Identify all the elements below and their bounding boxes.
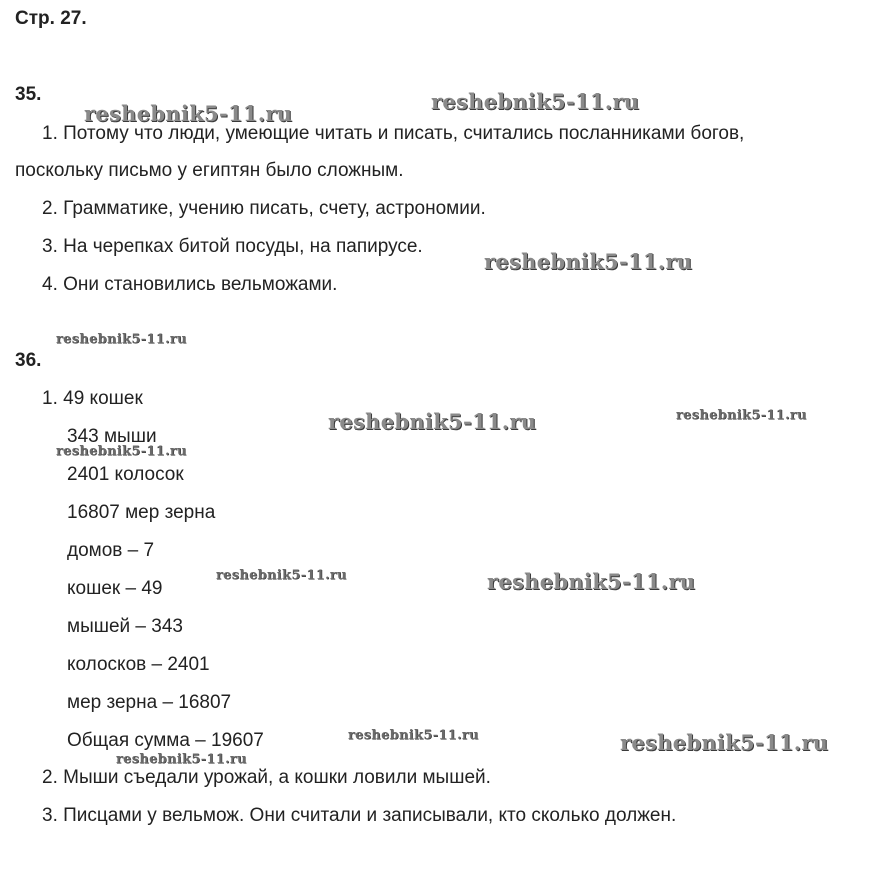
watermark: reshebnik5-11.ru (620, 730, 829, 755)
watermark: reshebnik5-11.ru (56, 332, 187, 347)
page-header: Стр. 27. (15, 8, 87, 29)
watermark: reshebnik5-11.ru (216, 568, 347, 583)
task-36-ears: 2401 колосок (67, 464, 184, 485)
task-36-cats-total: кошек – 49 (67, 578, 163, 599)
task-36-item-3: 3. Писцами у вельмож. Они считали и записывали, кто сколько должен. (42, 805, 677, 826)
task-36-item-1: 1. 49 кошек (42, 388, 143, 409)
task-35-item-2: 2. Грамматике, учению писать, счету, астрономии. (42, 198, 486, 219)
watermark: reshebnik5-11.ru (84, 101, 293, 126)
task-36-ears-total: колосков – 2401 (67, 654, 210, 675)
task-36-grain: 16807 мер зерна (67, 502, 216, 523)
task-36-sum-total: Общая сумма – 19607 (67, 730, 264, 751)
watermark: reshebnik5-11.ru (676, 408, 807, 423)
task-35-item-1-continued: поскольку письмо у египтян было сложным. (15, 160, 404, 181)
watermark: reshebnik5-11.ru (328, 409, 537, 434)
task-35-number: 35. (15, 84, 42, 105)
watermark: reshebnik5-11.ru (348, 728, 479, 743)
task-36-grain-total: мер зерна – 16807 (67, 692, 232, 713)
watermark: reshebnik5-11.ru (116, 752, 247, 767)
task-36-mice-total: мышей – 343 (67, 616, 183, 637)
task-35-item-1: 1. Потому что люди, умеющие читать и писать, считались посланниками богов, (42, 123, 745, 144)
task-36-number: 36. (15, 350, 42, 371)
task-35-item-4: 4. Они становились вельможами. (42, 274, 338, 295)
task-36-item-2: 2. Мыши съедали урожай, а кошки ловили мышей. (42, 767, 491, 788)
watermark: reshebnik5-11.ru (484, 249, 693, 274)
watermark: reshebnik5-11.ru (431, 89, 640, 114)
watermark: reshebnik5-11.ru (487, 569, 696, 594)
task-36-houses-total: домов – 7 (67, 540, 155, 561)
watermark: reshebnik5-11.ru (56, 444, 187, 459)
task-36-mice: 343 мыши (67, 426, 157, 447)
task-35-item-3: 3. На черепках битой посуды, на папирусе. (42, 236, 423, 257)
